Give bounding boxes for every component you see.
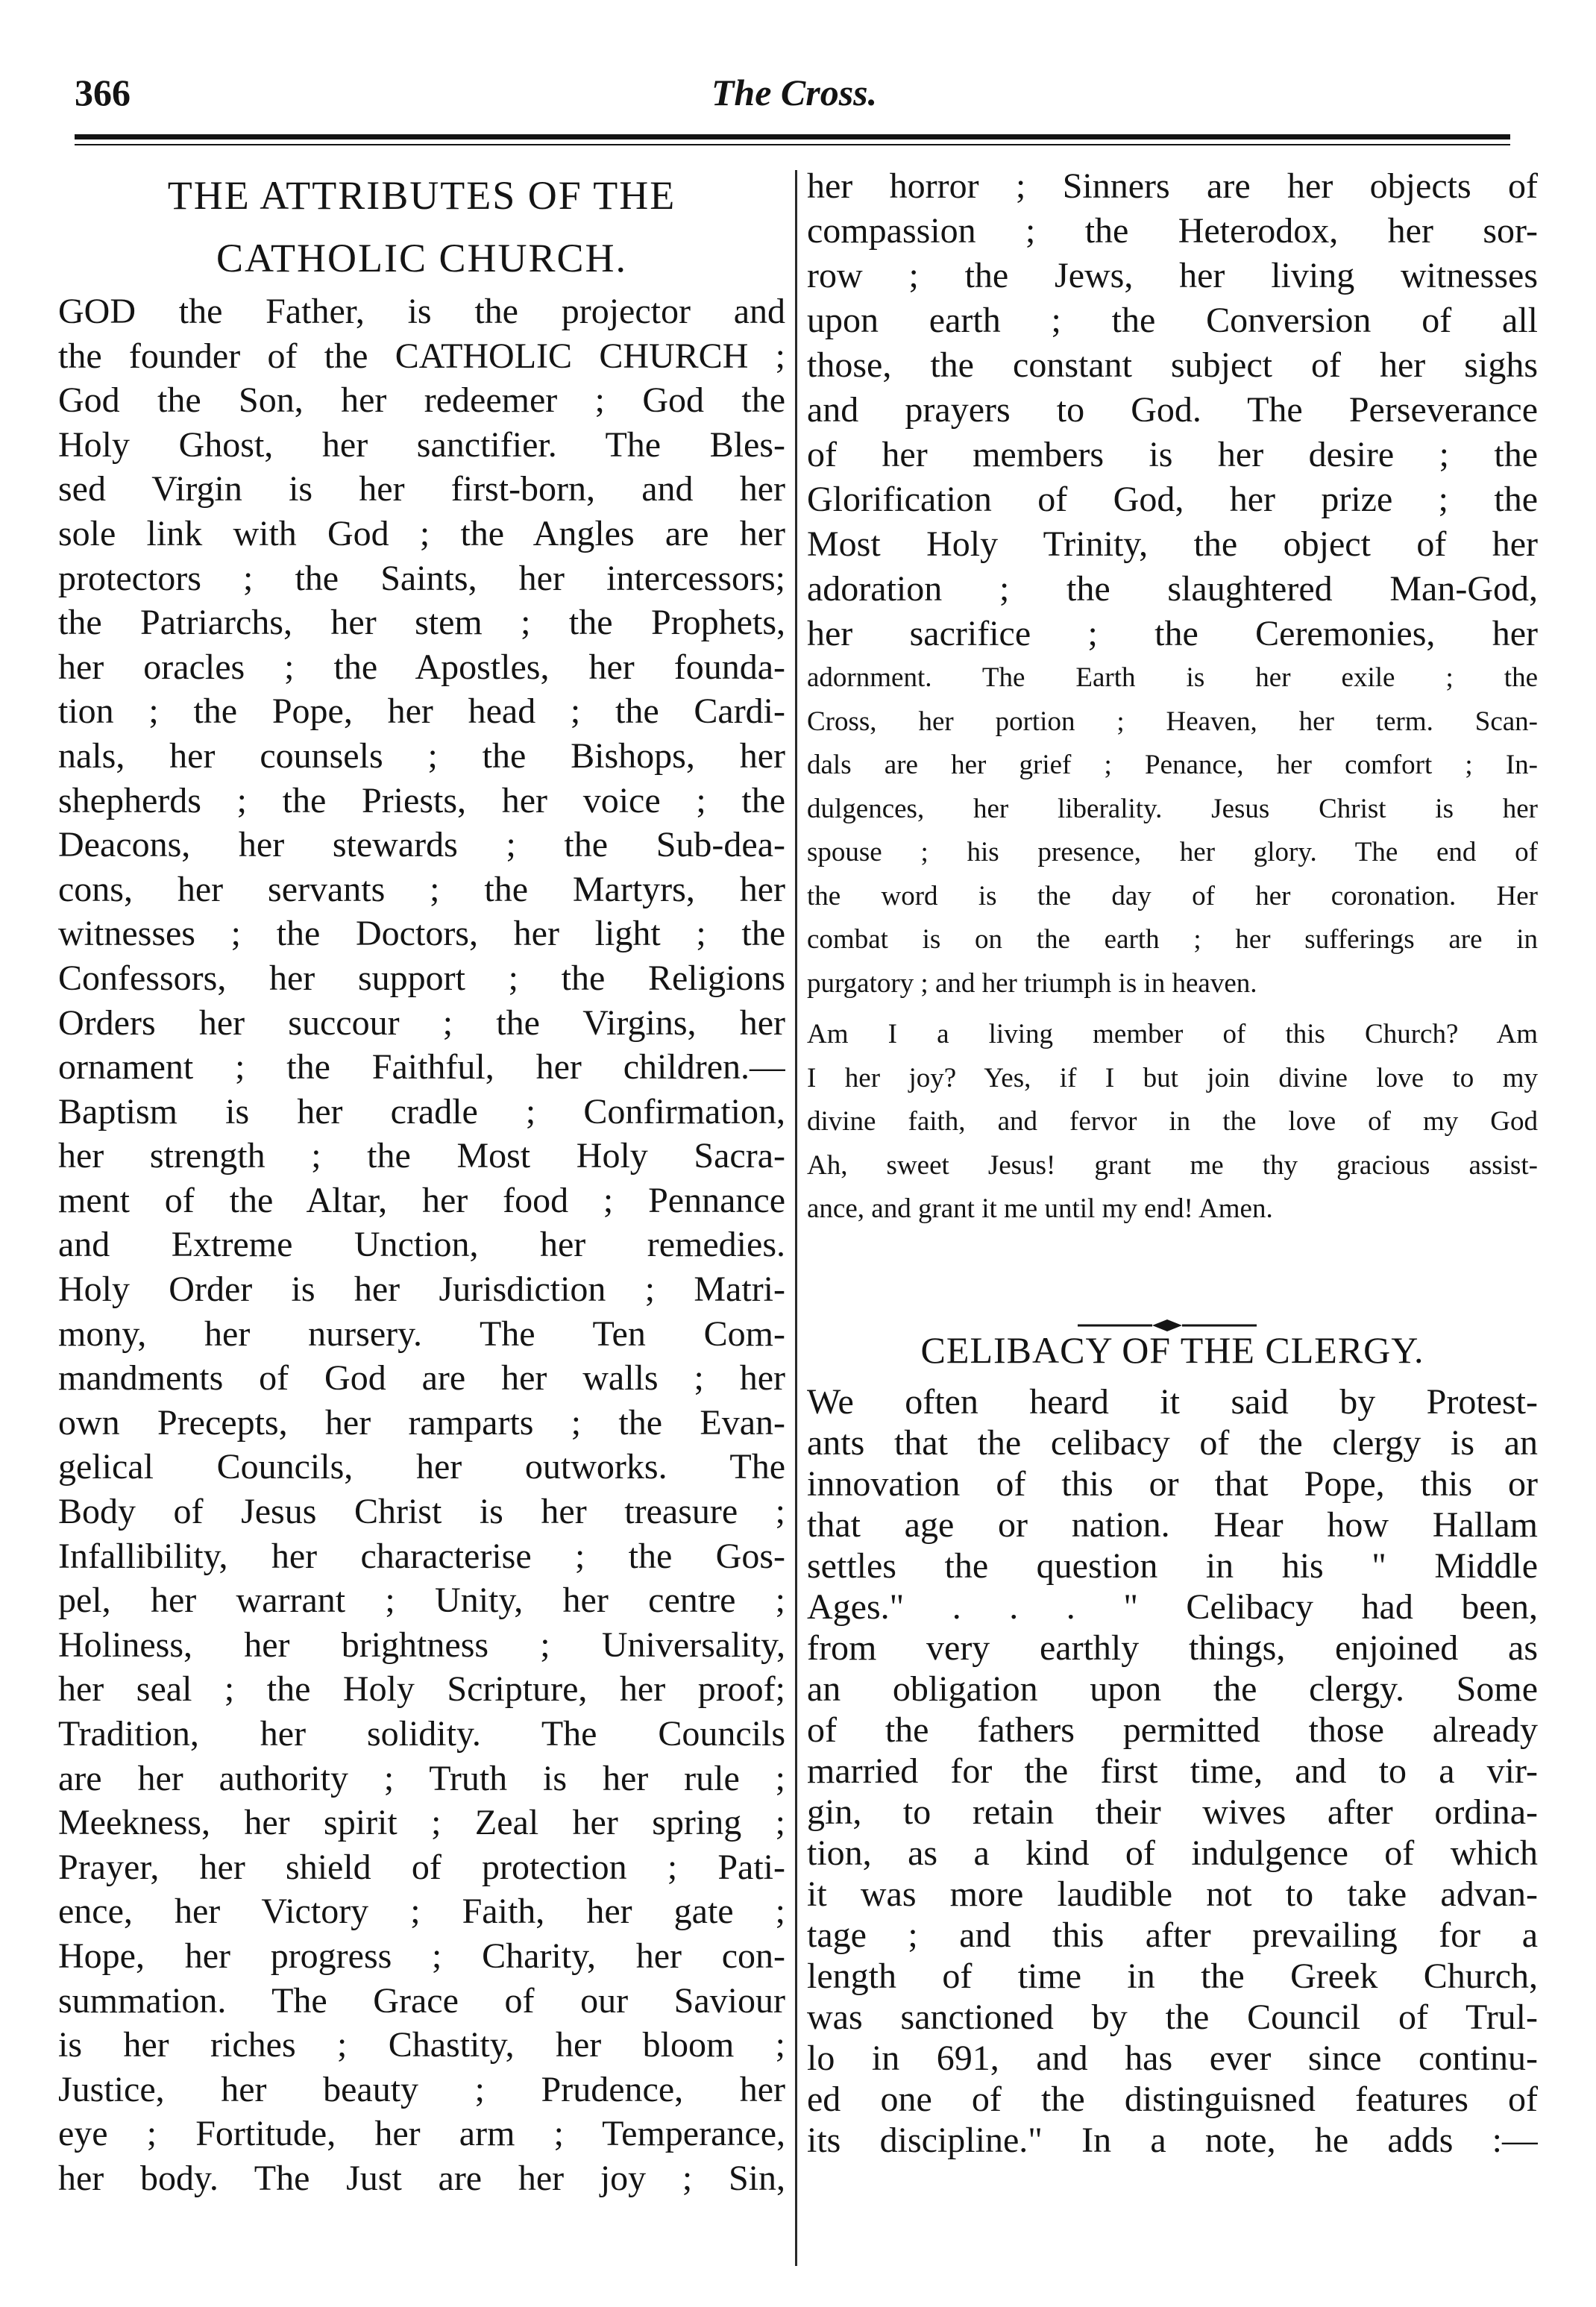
right-column bbox=[807, 164, 1538, 1231]
text-line: the Patriarchs, her stem ; the Prophets, bbox=[58, 603, 785, 643]
text-line: was sanctioned by the Council of Trul- bbox=[807, 1997, 1538, 2037]
text-line: ants that the celibacy of the clergy is an bbox=[807, 1423, 1538, 1463]
text-line: row ; the Jews, her living witnesses bbox=[807, 256, 1538, 295]
text-line: gin, to retain their wives after ordina- bbox=[807, 1792, 1538, 1832]
text-line: her seal ; the Holy Scripture, her proof; bbox=[58, 1669, 785, 1710]
text-line: ed one of the distinguisned features of bbox=[807, 2080, 1538, 2119]
text-line: eye ; Fortitude, her arm ; Temperance, bbox=[58, 2114, 785, 2154]
text-line: shepherds ; the Priests, her voice ; the bbox=[58, 780, 785, 820]
text-line: her horror ; Sinners are her objects of bbox=[807, 166, 1538, 206]
text-line: Am I a living member of this Church? Am bbox=[807, 1019, 1538, 1049]
text-line: purgatory ; and her triumph is in heaven. bbox=[807, 967, 1257, 999]
text-line: nals, her counsels ; the Bishops, her bbox=[58, 735, 785, 776]
text-line: her body. The Just are her joy ; Sin, bbox=[58, 2158, 785, 2198]
text-line: adornment. The Earth is her exile ; the bbox=[807, 662, 1538, 693]
text-line: lo in 691, and has ever since continu- bbox=[807, 2038, 1538, 2078]
article-body-right bbox=[807, 164, 1538, 656]
text-line: Orders her succour ; the Virgins, her bbox=[58, 1002, 785, 1043]
text-line: spouse ; his presence, her glory. The end of bbox=[807, 837, 1538, 867]
celibacy-text bbox=[807, 1381, 1538, 2161]
text-line: Ah, sweet Jesus! grant me thy gracious assist- bbox=[807, 1149, 1538, 1181]
header-rule-thick bbox=[75, 134, 1510, 139]
text-line: summation. The Grace of our Saviour bbox=[58, 1980, 785, 2021]
text-line: the founder of the CATHOLIC CHURCH ; bbox=[58, 336, 785, 376]
text-line: Justice, her beauty ; Prudence, her bbox=[58, 2069, 785, 2109]
article-body-right-small bbox=[807, 656, 1538, 1005]
text-line: Tradition, her solidity. The Councils bbox=[58, 1714, 785, 1754]
text-line: compassion ; the Heterodox, her sor- bbox=[807, 211, 1538, 251]
text-line: ance, and grant it me until my end! Amen. bbox=[807, 1193, 1273, 1224]
text-line: ment of the Altar, her food ; Pennance bbox=[58, 1180, 785, 1220]
article-body-left bbox=[58, 289, 785, 2201]
text-line: Confessors, her support ; the Religions bbox=[58, 958, 785, 998]
text-line: divine faith, and fervor in the love of my God bbox=[807, 1106, 1538, 1137]
text-line: it was more laudible not to take advan- bbox=[807, 1874, 1538, 1914]
text-line: God the Son, her redeemer ; God the bbox=[58, 380, 785, 421]
text-line: witnesses ; the Doctors, her light ; the bbox=[58, 914, 785, 954]
text-line: We often heard it said by Protest- bbox=[807, 1382, 1538, 1422]
text-line: length of time in the Greek Church, bbox=[807, 1956, 1538, 1996]
header-rule-thin bbox=[75, 144, 1510, 145]
text-line: of her members is her desire ; the bbox=[807, 435, 1538, 474]
text-line: ence, her Victory ; Faith, her gate ; bbox=[58, 1892, 785, 1932]
text-line: are her authority ; Truth is her rule ; bbox=[58, 1758, 785, 1798]
text-line: innovation of this or that Pope, this or bbox=[807, 1464, 1538, 1504]
text-line: Ages." . . . " Celibacy had been, bbox=[807, 1587, 1538, 1627]
text-line: Infallibility, her characterise ; the Gos- bbox=[58, 1536, 785, 1576]
text-line: the word is the day of her coronation. Her bbox=[807, 880, 1538, 911]
text-line: mandments of God are her walls ; her bbox=[58, 1358, 785, 1399]
article-title-line: THE ATTRIBUTES OF THE bbox=[167, 173, 676, 218]
article-title-line: CATHOLIC CHURCH. bbox=[216, 236, 628, 280]
text-line: from very earthly things, enjoined as bbox=[807, 1628, 1538, 1668]
text-line: cons, her servants ; the Martyrs, her bbox=[58, 869, 785, 909]
text-line: ornament ; the Faithful, her children.— bbox=[58, 1047, 785, 1087]
text-line: Holiness, her brightness ; Universality, bbox=[58, 1625, 785, 1665]
page-number: 366 bbox=[75, 72, 131, 113]
text-line: of the fathers permitted those already bbox=[807, 1710, 1538, 1750]
text-line: Baptism is her cradle ; Confirmation, bbox=[58, 1091, 785, 1131]
text-line: sed Virgin is her first-born, and her bbox=[58, 469, 785, 509]
article-body-celibacy bbox=[807, 1381, 1538, 2161]
text-line: gelical Councils, her outworks. The bbox=[58, 1447, 785, 1487]
article-closing-prayer bbox=[807, 1013, 1538, 1231]
text-line: Deacons, her stewards ; the Sub-dea- bbox=[58, 825, 785, 865]
text-line: sole link with God ; the Angles are her bbox=[58, 513, 785, 553]
text-line: its discipline." In a note, he adds :— bbox=[807, 2121, 1538, 2160]
column-divider bbox=[795, 170, 797, 2266]
text-line: that age or nation. Hear how Hallam bbox=[807, 1505, 1538, 1545]
text-line: Meekness, her spirit ; Zeal her spring ; bbox=[58, 1803, 785, 1843]
text-line: settles the question in his " Middle bbox=[807, 1546, 1538, 1586]
text-line: married for the first time, and to a vir- bbox=[807, 1751, 1538, 1791]
article-title-celibacy bbox=[807, 1320, 1538, 1380]
text-line: and prayers to God. The Perseverance bbox=[807, 390, 1538, 430]
text-line: her strength ; the Most Holy Sacra- bbox=[58, 1136, 785, 1176]
text-line: Body of Jesus Christ is her treasure ; bbox=[58, 1492, 785, 1532]
text-line: Most Holy Trinity, the object of her bbox=[807, 524, 1538, 564]
text-line: and Extreme Unction, her remedies. bbox=[58, 1225, 785, 1265]
text-line: upon earth ; the Conversion of all bbox=[807, 301, 1538, 340]
text-line: own Precepts, her ramparts ; the Evan- bbox=[58, 1402, 785, 1443]
text-line: Glorification of God, her prize ; the bbox=[807, 480, 1538, 519]
text-line: pel, her warrant ; Unity, her centre ; bbox=[58, 1581, 785, 1621]
running-title: The Cross. bbox=[711, 72, 878, 113]
text-line: Prayer, her shield of protection ; Pati- bbox=[58, 1847, 785, 1887]
article-title-attributes bbox=[58, 164, 785, 289]
article-title-text: CELIBACY OF THE CLERGY. bbox=[920, 1329, 1424, 1371]
text-line: I her joy? Yes, if I but join divine love to my bbox=[807, 1062, 1538, 1093]
page-header bbox=[67, 71, 1521, 123]
text-line: her oracles ; the Apostles, her founda- bbox=[58, 647, 785, 687]
text-line: those, the constant subject of her sighs bbox=[807, 345, 1538, 385]
text-line: is her riches ; Chastity, her bloom ; bbox=[58, 2025, 785, 2065]
text-line: Holy Order is her Jurisdiction ; Matri- bbox=[58, 1269, 785, 1310]
text-line: Cross, her portion ; Heaven, her term. Scan- bbox=[807, 706, 1538, 737]
text-line: tion, as a kind of indulgence of which bbox=[807, 1833, 1538, 1873]
text-line: an obligation upon the clergy. Some bbox=[807, 1669, 1538, 1709]
text-line: Holy Ghost, her sanctifier. The Bles- bbox=[58, 424, 785, 465]
text-line: combat is on the earth ; her sufferings are in bbox=[807, 924, 1538, 955]
text-line: protectors ; the Saints, her intercessors; bbox=[58, 558, 785, 598]
text-line: Hope, her progress ; Charity, her con- bbox=[58, 1936, 785, 1976]
text-line: tage ; and this after prevailing for a bbox=[807, 1915, 1538, 1955]
text-line: dulgences, her liberality. Jesus Christ is her bbox=[807, 793, 1538, 824]
left-column bbox=[58, 164, 785, 2201]
text-line: tion ; the Pope, her head ; the Cardi- bbox=[58, 691, 785, 732]
text-line: dals are her grief ; Penance, her comfort ; In- bbox=[807, 750, 1538, 780]
text-line: GOD the Father, is the projector and bbox=[58, 292, 785, 331]
text-line: adoration ; the slaughtered Man-God, bbox=[807, 569, 1538, 609]
text-line: her sacrifice ; the Ceremonies, her bbox=[807, 614, 1538, 653]
text-line: mony, her nursery. The Ten Com- bbox=[58, 1313, 785, 1354]
